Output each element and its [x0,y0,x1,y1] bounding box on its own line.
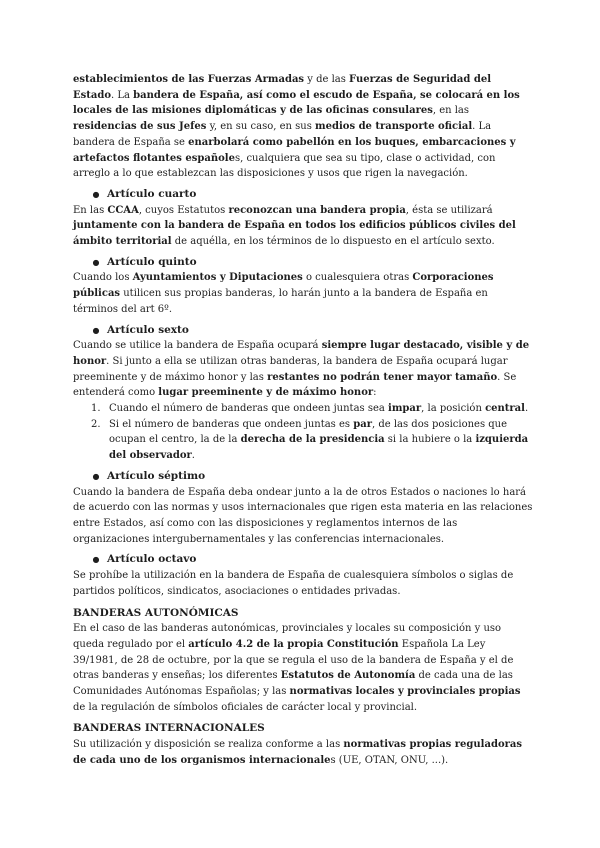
bold-text: impar [388,403,422,415]
article-title: Artículo octavo [107,553,197,566]
text: de la regulación de símbolos oficiales de carácter local y provincial. [73,701,418,713]
bold-text: reconozcan una bandera propia [228,204,406,216]
bold-text: residencias de sus Jefes [73,121,207,133]
list-item [73,417,533,464]
text: , de las dos posiciones que ocupan el centro, la de la [109,418,508,446]
text: s, cualquiera que sea su tipo, clase o actividad, con arreglo a lo que establezcan las disposiciones y usos que rigen la navegación. [73,152,496,180]
internacionales-body [73,737,533,768]
autonomicas-body [73,621,533,715]
bold-text: restantes no podrán tener mayor tamaño [267,371,498,383]
article-sexto-list [73,401,533,464]
text: En el caso de las banderas autonómicas, provinciales y locales su composición y uso queda regulado por el [73,623,502,650]
bold-text: Fuerzas de Seguridad del Estado [73,74,491,101]
bold-text: medios de transporte oficial [315,121,473,133]
text: o cualesquiera otras [302,272,413,284]
text: . Se entenderá como [73,371,517,399]
article-septimo-body: Cuando la bandera de España deba ondear junto a la de otros Estados o naciones lo hará de acuerdo con las normas y usos internacionales que rigen esta materia en las relaciones entre Estados, así como con las disposiciones y reglamentos internos de las organizaciones intergubernamentales y las conferencias internacionales. [73,486,533,545]
article-cuarto-body [73,203,533,250]
bold-text: normativas locales y provinciales propias [289,686,521,698]
text: y, en su caso, en sus [206,121,316,133]
text: de cada una de las Comunidades Autónomas Españolas; y las [73,670,513,698]
text: s (UE, OTAN, ONU, ...). [330,754,449,766]
text: . [191,450,195,462]
text: Si el número de banderas que ondeen juntas es [109,418,354,430]
bold-text: Estatutos de Autonomía [280,670,416,682]
text: , ésta se utilizará [405,204,493,216]
article-title: Artículo quinto [107,255,197,268]
bullet-icon: ● [92,471,100,481]
bold-text: izquierda del observador [109,434,529,462]
text: . Si junto a ella se utilizan otras banderas, la bandera de España ocupará lugar preeminente y de máximo honor y las [73,355,508,383]
bold-text: juntamente con la bandera de España en todos los edificios públicos civiles del ámbito territorial [73,220,516,248]
article-title: Artículo sexto [107,323,189,336]
bold-text: bandera de España, así como el escudo de España, se colocará en los locales de las misiones diplomáticas y de las oficinas consulares [73,89,520,117]
bullet-icon: ● [92,189,100,199]
text: , cuyos Estatutos [138,204,229,216]
bold-text: Corporaciones públicas [73,272,494,300]
text: , la posición [421,403,486,415]
text: utilicen sus propias banderas, lo harán junto a la bandera de España en términos del art 6º. [73,288,488,315]
bold-text: siempre lugar destacado, visible y de honor [73,340,530,367]
bold-text: lugar preeminente y de máximo honor [158,387,374,399]
text: . La bandera de España se [73,121,492,148]
article-sexto-body [73,338,533,401]
bold-text: CCAA [107,204,139,216]
text: Su utilización y disposición se realiza conforme a las [73,739,344,751]
article-octavo-heading [73,552,533,568]
article-quinto-body [73,270,533,317]
text: . [524,403,529,415]
text: si la hubiere o la [384,434,476,446]
text: En las [73,204,108,216]
text: : [373,387,377,399]
text: , en las [432,105,470,117]
bold-text: enarbolará como pabellón en los buques, embarcaciones y artefactos flotantes españole [73,136,516,164]
bold-text: derecha de la presidencia [240,434,385,446]
article-septimo-heading [73,469,533,485]
text: . La [111,89,134,101]
section-heading-internacionales: BANDERAS INTERNACIONALES [73,722,265,735]
article-sexto-heading [73,323,533,339]
article-title: Artículo séptimo [107,469,206,482]
list-number: 2. [91,418,101,430]
bullet-icon: ● [92,325,100,335]
document-body [73,72,533,769]
bold-text: artículo 4.2 de la propia Constitución [188,638,399,650]
intro-paragraph [73,72,533,182]
list-number: 1. [91,403,101,415]
article-quinto-heading [73,255,533,271]
bold-text: central [485,403,525,415]
text: Cuando se utilice la bandera de España ocupará [73,340,322,352]
text: de aquélla, en los términos de lo dispuesto en el artículo sexto. [171,236,495,248]
article-cuarto-heading [73,187,533,203]
text: Española La Ley 39/1981, de 28 de octubre, por la que se regula el uso de la bandera de España y el de otras banderas y enseñas; los diferentes [73,638,514,682]
bold-text: normativas propias reguladoras de cada uno de los organismos internacionale [73,739,523,766]
bold-text: establecimientos de las Fuerzas Armadas [73,74,305,85]
bullet-icon: ● [92,555,100,565]
bullet-icon: ● [92,257,100,267]
bold-text: Ayuntamientos y Diputaciones [132,272,303,284]
list-item [73,401,533,417]
text: Cuando los [73,272,133,284]
article-title: Artículo cuarto [107,187,197,200]
text: Cuando el número de banderas que ondeen juntas sea [109,403,389,415]
section-heading-autonomicas: BANDERAS AUTONÓMICAS [73,606,239,619]
article-octavo-body: Se prohíbe la utilización en la bandera de España de cualesquiera símbolos o siglas de partidos políticos, sindicatos, asociaciones o entidades privadas. [73,570,514,597]
bold-text: par [353,418,372,430]
text: y de las [304,74,350,85]
